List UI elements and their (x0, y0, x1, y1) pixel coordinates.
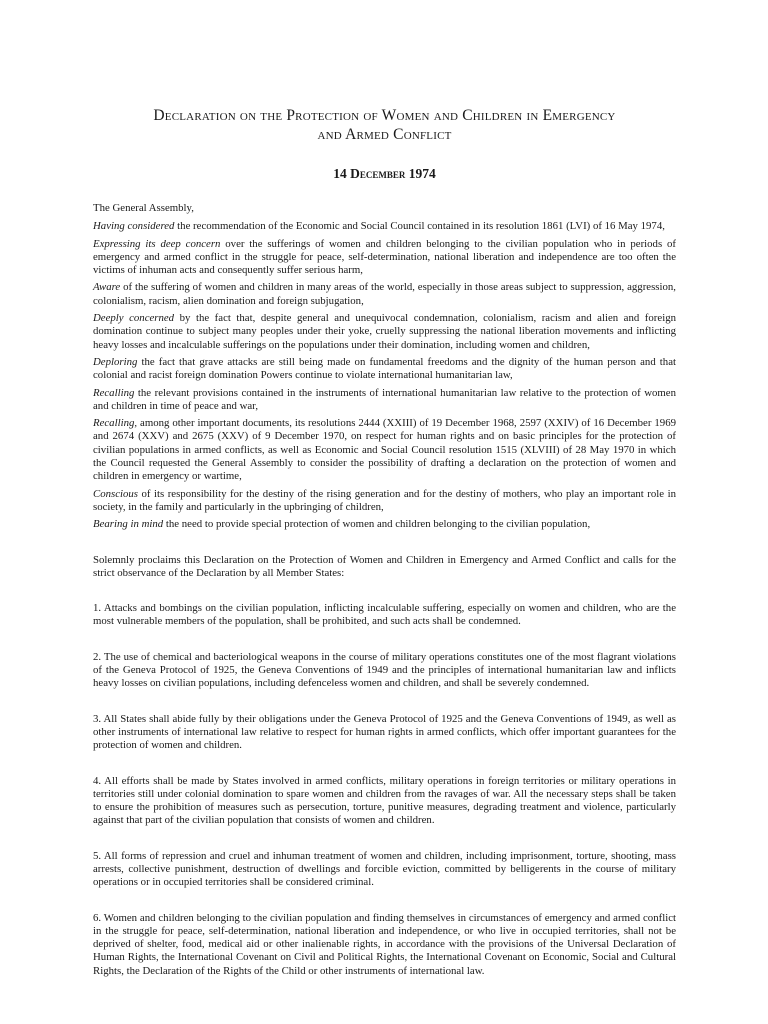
preamble-lead: Having considered (93, 220, 175, 233)
preamble-paragraph (93, 417, 676, 483)
preamble-text: over the sufferings of women and children belonging to the civilian population who in periods of emergency and armed conflict in the struggle for peace, self-determination, national liberation and independence are too often the victims of inhuman acts and consequently suffer serious harm, (93, 237, 676, 277)
proclamation: Solemnly proclaims this Declaration on the Protection of Women and Children in Emergency and Armed Conflict and calls for the strict observance of the Declaration by all Member States: (93, 553, 676, 579)
preamble-paragraph (93, 238, 676, 278)
preamble-lead: Aware (93, 281, 121, 294)
preamble (93, 220, 676, 531)
preamble-lead: Recalling, (93, 417, 138, 430)
articles (93, 602, 676, 978)
preamble-paragraph (93, 281, 676, 308)
preamble-text: the recommendation of the Economic and Social Council contained in its resolution 1861 (LVI) of 16 May 1974, (174, 220, 665, 233)
preamble-text: of its responsibility for the destiny of the rising generation and for the destiny of mothers, who play an important role in society, in the family and particularly in the upbringing of children, (93, 487, 676, 513)
document-date: 14 December 1974 (333, 166, 436, 181)
preamble-text: the need to provide special protection of women and children belonging to the civilian population, (163, 518, 591, 531)
title-line-1: Declaration on the Protection of Women and Children in Emergency (153, 107, 616, 124)
preamble-paragraph (93, 488, 676, 515)
preamble-lead: Expressing its deep concern (93, 237, 221, 250)
intro-line: The General Assembly, (93, 202, 194, 214)
article-3: 3. All States shall abide fully by their obligations under the Geneva Protocol of 1925 and the Geneva Conventions of 1949, as well as other instruments of international law relative to respect for human rights in armed conflicts, which offer important guarantees for the protection of women and children. (93, 712, 676, 752)
preamble-text: by the fact that, despite general and unequivocal condemnation, colonialism, racism and alien and foreign domination continue to subject many peoples under their yoke, cruelly suppressing the national liberation movements and inflicting heavy losses and incalculable sufferings on the populations under their domination, including women and children, (93, 312, 676, 351)
preamble-text: the fact that grave attacks are still being made on fundamental freedoms and the dignity of the human person and that colonial and racist foreign domination Powers continue to violate international humanitarian law, (93, 355, 676, 382)
document-title (93, 106, 676, 144)
preamble-lead: Deeply concerned (93, 312, 175, 325)
article-5: 5. All forms of repression and cruel and inhuman treatment of women and children, including imprisonment, torture, shooting, mass arrests, collective punishment, destruction of dwellings and forcible eviction, committed by belligerents in the course of military operations or in occupied territories shall be considered criminal. (93, 849, 676, 889)
preamble-lead: Conscious (93, 487, 138, 500)
title-line-2: and Armed Conflict (317, 126, 452, 143)
document-page (93, 106, 676, 1000)
article-6: 6. Women and children belonging to the civilian population and finding themselves in circumstances of emergency and armed conflict in the struggle for peace, self-determination, national liberation and independence, or who live in occupied territories, shall not be deprived of shelter, food, medical aid or other inalienable rights, in accordance with the provisions of the Universal Declaration of Human Rights, the International Covenant on Civil and Political Rights, the International Covenant on Economic, Social and Cultural Rights, the Declaration of the Rights of the Child or other instruments of international law. (93, 911, 676, 977)
preamble-paragraph (93, 312, 676, 352)
preamble-paragraph (93, 356, 676, 383)
article-2: 2. The use of chemical and bacteriological weapons in the course of military operations constitutes one of the most flagrant violations of the Geneva Protocol of 1925, the Geneva Conventions of 1949 and the principles of international humanitarian law and inflicts heavy losses on civilian populations, including defenceless women and children, and shall be severely condemned. (93, 650, 676, 690)
preamble-paragraph (93, 220, 676, 233)
preamble-text: of the suffering of women and children in many areas of the world, especially in those areas subject to suppression, aggression, colonialism, racism, alien domination and foreign subjugation, (93, 281, 676, 307)
article-4: 4. All efforts shall be made by States involved in armed conflicts, military operations in foreign territories or military operations in territories still under colonial domination to spare women and children from the ravages of war. All the necessary steps shall be taken to ensure the prohibition of measures such as persecution, torture, punitive measures, degrading treatment and violence, particularly against that part of the civilian population that consists of women and children. (93, 774, 676, 827)
preamble-text: among other important documents, its resolutions 2444 (XXIII) of 19 December 1968, 2597 (XXIV) of 16 December 1969 and 2674 (XXV) and 2675 (XXV) of 9 December 1970, on respect for human rights and on basic principles for the protection of civilian populations in armed conflicts, as well as Economic and Social Council resolution 1515 (XLVIII) of 28 May 1970 in which the Council requested the General Assembly to consider the possibility of drafting a declaration on the protection of women and children in emergency or wartime, (93, 417, 676, 483)
preamble-lead: Bearing in mind (93, 518, 164, 531)
preamble-paragraph (93, 518, 676, 531)
preamble-paragraph (93, 387, 676, 414)
preamble-text: the relevant provisions contained in the instruments of international humanitarian law relative to the protection of women and children in time of peace and war, (93, 386, 676, 412)
preamble-lead: Recalling (93, 386, 135, 399)
preamble-lead: Deploring (93, 355, 138, 368)
article-1: 1. Attacks and bombings on the civilian population, inflicting incalculable suffering, especially on women and children, who are the most vulnerable members of the population, shall be prohibited, and such acts shall be condemned. (93, 602, 676, 628)
